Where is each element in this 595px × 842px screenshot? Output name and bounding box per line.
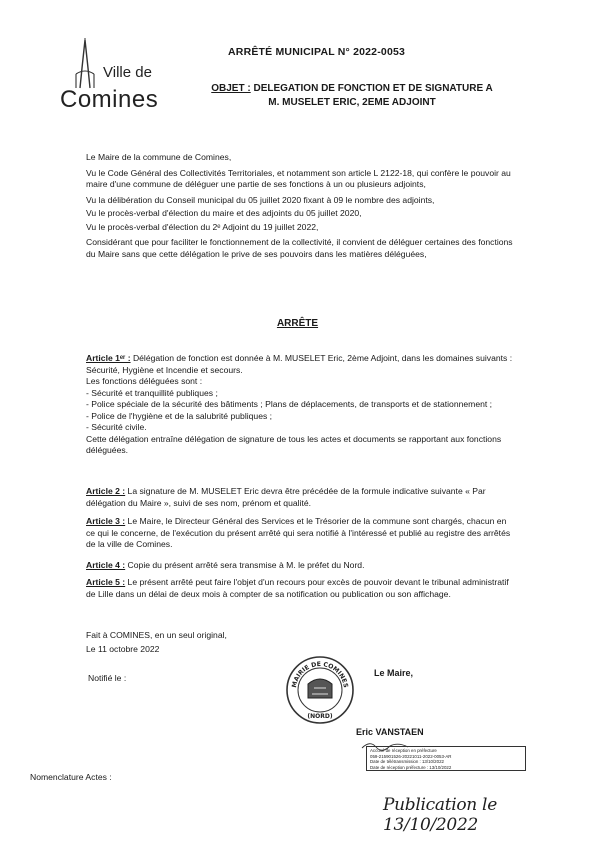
article-3-text: Le Maire, le Directeur Général des Services et le Trésorier de la commune sont chargés, chacun en ce qui le concerne, de l'exécution du présent arrêté qui sera notifié à l'intéressé et publié au registre des arrêtés de la ville de Comines.	[86, 516, 511, 549]
article-5	[86, 577, 516, 600]
subject-line2: M. MUSELET ERIC, 2EME ADJOINT	[268, 97, 436, 108]
article-5-text: Le présent arrêté peut faire l'objet d'un recours pour excès de pouvoir devant le tribunal administratif de Lille dans un délai de deux mois à compter de sa notification ou publication ou son affichage.	[86, 577, 509, 599]
preamble-p6: Considérant que pour faciliter le fonctionnement de la collectivité, il convient de déléguer certaines des fonctions du Maire sans que cette délégation le prive de ses pouvoirs dans les matières déléguées,	[86, 237, 513, 259]
handwritten-publication-note: Publication le 13/10/2022	[383, 795, 497, 835]
article-1	[86, 353, 516, 457]
list-item: - Sécurité civile.	[86, 422, 147, 432]
decree-reference: ARRÊTÉ MUNICIPAL N° 2022-0053	[228, 46, 406, 58]
preamble-p4: Vu le procès-verbal d'élection du maire et des adjoints du 05 juillet 2020,	[86, 208, 362, 218]
article-4-label: Article 4 :	[86, 560, 126, 570]
preamble-p3: Vu la délibération du Conseil municipal du 05 juillet 2020 fixant à 09 le nombre des adjoints,	[86, 194, 435, 205]
mayor-title: Le Maire,	[374, 668, 414, 678]
article-1-text: Délégation de fonction est donnée à M. MUSELET Eric, 2ème Adjoint, dans les domaines suivants : Sécurité, Hygiène et Incendie et secours.	[86, 353, 513, 375]
article-2-label: Article 2 :	[86, 486, 126, 496]
city-logo	[58, 38, 168, 114]
preamble-p2: Vu le Code Général des Collectivités Territoriales, et notamment son article L 2122-18, qui confère le pouvoir au maire d'une commune de déléguer une partie de ses fonctions à un ou plusieurs adjoints,	[86, 167, 511, 189]
list-item: - Police de l'hygiène et de la salubrité publiques ;	[86, 410, 273, 421]
article-1-tail: Cette délégation entraîne délégation de signature de tous les actes et documents se rapportant aux fonctions déléguées.	[86, 433, 502, 455]
signer-name: Eric VANSTAEN	[356, 727, 424, 737]
municipal-seal	[284, 654, 356, 726]
receipt-line: Date de réception préfecture : 13/10/2022	[370, 764, 452, 770]
decree-date: Le 11 octobre 2022	[86, 643, 160, 654]
article-1-label: Article 1ᵉʳ :	[86, 353, 131, 363]
article-3	[86, 516, 516, 551]
logo-line1: Ville de	[103, 64, 152, 81]
article-2-text: La signature de M. MUSELET Eric devra être précédée de la formule indicative suivante « Par délégation du Maire », suivi de ses nom, prénom et qualité.	[86, 486, 486, 508]
article-4	[86, 560, 516, 572]
seal-icon	[284, 654, 356, 726]
article-2	[86, 486, 516, 509]
preamble-p1: Le Maire de la commune de Comines,	[86, 152, 232, 162]
list-item: - Sécurité et tranquillité publiques ;	[86, 387, 218, 398]
article-1-list-intro: Les fonctions déléguées sont :	[86, 376, 203, 386]
subject-label: OBJET :	[211, 83, 251, 94]
receipt-line: 059-215901526-20221011-2022-0053-AR	[370, 753, 452, 759]
article-5-label: Article 5 :	[86, 577, 126, 587]
article-4-text: Copie du présent arrêté sera transmise à M. le préfet du Nord.	[125, 560, 365, 570]
prefecture-receipt-box	[366, 746, 526, 771]
decree-subject	[182, 82, 522, 110]
logo-line2: Comines	[60, 86, 159, 113]
seal-top-text: MAIRIE DE COMINES	[291, 660, 349, 689]
subject-line1: DELEGATION DE FONCTION ET DE SIGNATURE A	[253, 83, 493, 94]
preamble-p5: Vu le procès-verbal d'élection du 2ᵉ Adjoint du 19 juillet 2022,	[86, 221, 319, 232]
list-item: - Police spéciale de la sécurité des bâtiments ; Plans de déplacements, de transports et de stationnement ;	[86, 399, 493, 409]
nomenclature-label: Nomenclature Actes :	[30, 772, 112, 782]
signature-place	[86, 630, 516, 655]
receipt-line: Date de télétransmission : 13/10/2022	[370, 759, 444, 765]
preamble	[86, 152, 516, 260]
seal-bottom-text: (NORD)	[307, 713, 333, 720]
article-3-label: Article 3 :	[86, 516, 126, 526]
church-spire-icon	[70, 38, 100, 90]
notified-label: Notifié le :	[88, 673, 127, 683]
receipt-line: Accusé de réception en préfecture	[370, 748, 437, 753]
article-1-list	[86, 388, 516, 434]
fait-a: Fait à COMINES, en un seul original,	[86, 630, 227, 640]
arrete-heading: ARRÊTE	[276, 318, 319, 329]
